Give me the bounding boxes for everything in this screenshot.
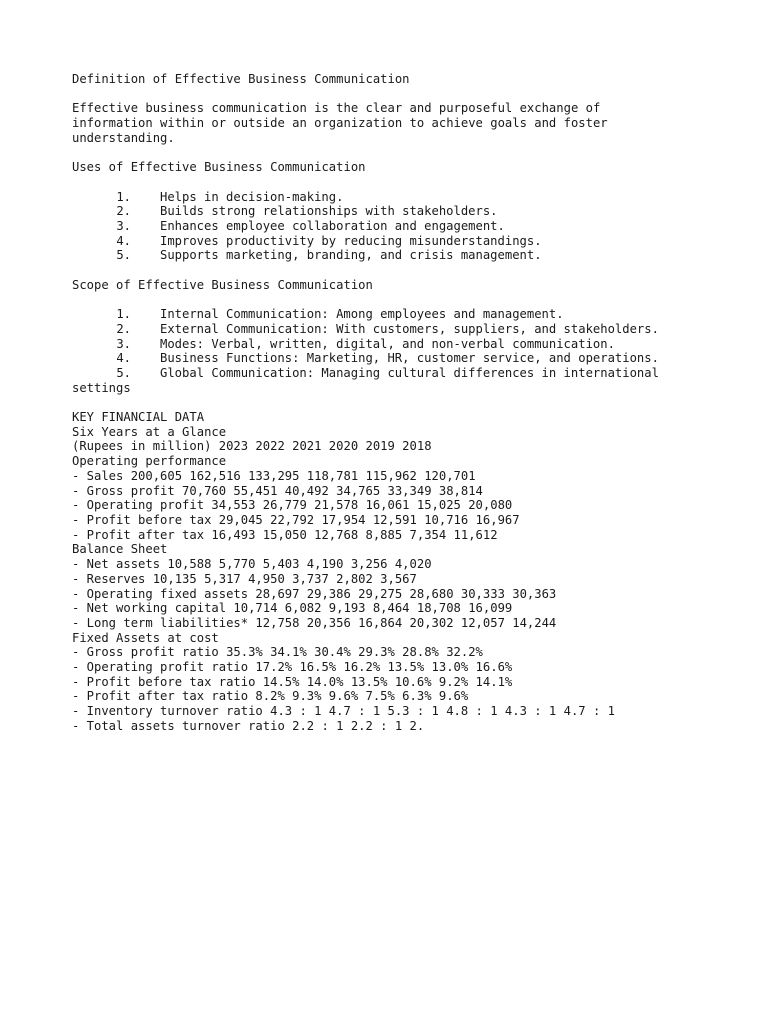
scope-list (72, 307, 696, 381)
financial-title: KEY FINANCIAL DATA (72, 410, 205, 425)
financial-years-header: (Rupees in million) 2023 2022 2021 2020 2019 2018 (72, 439, 432, 454)
paragraph-line: information within or outside an organization to achieve goals and foster (72, 116, 608, 131)
financial-row: - Profit before tax 29,045 22,792 17,954 12,591 10,716 16,967 (72, 513, 520, 527)
financial-section-heading: Operating performance (72, 454, 227, 469)
list-number: 5. (116, 248, 131, 263)
financial-row: - Sales 200,605 162,516 133,295 118,781 115,962 120,701 (72, 468, 476, 483)
financial-row: - Profit after tax ratio 8.2% 9.3% 9.6% 7.5% 6.3% 9.6% (72, 689, 469, 704)
financial-row: - Long term liabilities* 12,758 20,356 16,864 20,302 12,057 14,244 (72, 615, 557, 630)
list-item (72, 322, 696, 337)
spacer (72, 263, 696, 278)
uses-heading: Uses of Effective Business Communication (72, 160, 366, 175)
list-text: Builds strong relationships with stakeholders. (160, 204, 498, 219)
document-page (72, 72, 696, 734)
list-text: Global Communication: Managing cultural differences in international (160, 365, 659, 380)
list-item (72, 351, 696, 366)
list-text: Business Functions: Marketing, HR, customer service, and operations. (160, 351, 659, 366)
definition-paragraph (72, 101, 696, 145)
financial-row: - Net working capital 10,714 6,082 9,193 8,464 18,708 16,099 (72, 601, 513, 616)
list-text: Enhances employee collaboration and engagement. (160, 218, 505, 233)
list-text: Supports marketing, branding, and crisis management. (160, 248, 542, 263)
list-item (72, 204, 696, 219)
financial-row: - Operating fixed assets 28,697 29,386 29,275 28,680 30,333 30,363 (72, 586, 557, 601)
financial-row: - Operating profit 34,553 26,779 21,578 16,061 15,025 20,080 (72, 498, 513, 513)
list-number: 1. (116, 307, 131, 322)
uses-list (72, 190, 696, 264)
list-item (72, 337, 696, 352)
list-text: External Communication: With customers, suppliers, and stakeholders. (160, 321, 659, 336)
list-item (72, 219, 696, 234)
financial-subtitle: Six Years at a Glance (72, 424, 227, 439)
list-item (72, 248, 696, 263)
financial-row: - Gross profit 70,760 55,451 40,492 34,765 33,349 38,814 (72, 483, 483, 498)
list-item (72, 366, 696, 381)
list-number: 3. (116, 218, 131, 233)
list-number: 5. (116, 365, 131, 380)
financial-data-block (72, 410, 696, 733)
spacer (72, 87, 696, 102)
list-number: 2. (116, 204, 131, 219)
spacer (72, 395, 696, 410)
list-number: 4. (116, 351, 131, 366)
list-number: 2. (116, 321, 131, 336)
spacer (72, 175, 696, 190)
list-text: Helps in decision-making. (160, 189, 344, 204)
scope-heading: Scope of Effective Business Communication (72, 277, 373, 292)
list-text: Improves productivity by reducing misunderstandings. (160, 233, 542, 248)
list-number: 3. (116, 336, 131, 351)
definition-heading: Definition of Effective Business Communication (72, 72, 410, 86)
spacer (72, 292, 696, 307)
paragraph-line: understanding. (72, 130, 175, 145)
paragraph-line: Effective business communication is the clear and purposeful exchange of (72, 101, 601, 116)
financial-row: - Net assets 10,588 5,770 5,403 4,190 3,256 4,020 (72, 557, 432, 572)
financial-section-heading: Balance Sheet (72, 542, 168, 557)
list-item-continuation: settings (72, 380, 131, 395)
financial-row: - Profit before tax ratio 14.5% 14.0% 13.5% 10.6% 9.2% 14.1% (72, 674, 513, 689)
spacer (72, 146, 696, 161)
list-item (72, 307, 696, 322)
financial-row: - Inventory turnover ratio 4.3 : 1 4.7 : 1 5.3 : 1 4.8 : 1 4.3 : 1 4.7 : 1 (72, 704, 615, 719)
list-item (72, 234, 696, 249)
financial-row: - Operating profit ratio 17.2% 16.5% 16.2% 13.5% 13.0% 16.6% (72, 660, 513, 675)
financial-row: - Total assets turnover ratio 2.2 : 1 2.2 : 1 2. (72, 718, 425, 733)
list-text: Internal Communication: Among employees and management. (160, 307, 564, 322)
financial-row: - Profit after tax 16,493 15,050 12,768 8,885 7,354 11,612 (72, 527, 498, 542)
list-number: 1. (116, 189, 131, 204)
list-number: 4. (116, 233, 131, 248)
list-item (72, 190, 696, 205)
financial-row: - Gross profit ratio 35.3% 34.1% 30.4% 29.3% 28.8% 32.2% (72, 645, 483, 660)
financial-section-heading: Fixed Assets at cost (72, 630, 219, 645)
list-text: Modes: Verbal, written, digital, and non-verbal communication. (160, 336, 615, 351)
financial-row: - Reserves 10,135 5,317 4,950 3,737 2,802 3,567 (72, 571, 417, 586)
